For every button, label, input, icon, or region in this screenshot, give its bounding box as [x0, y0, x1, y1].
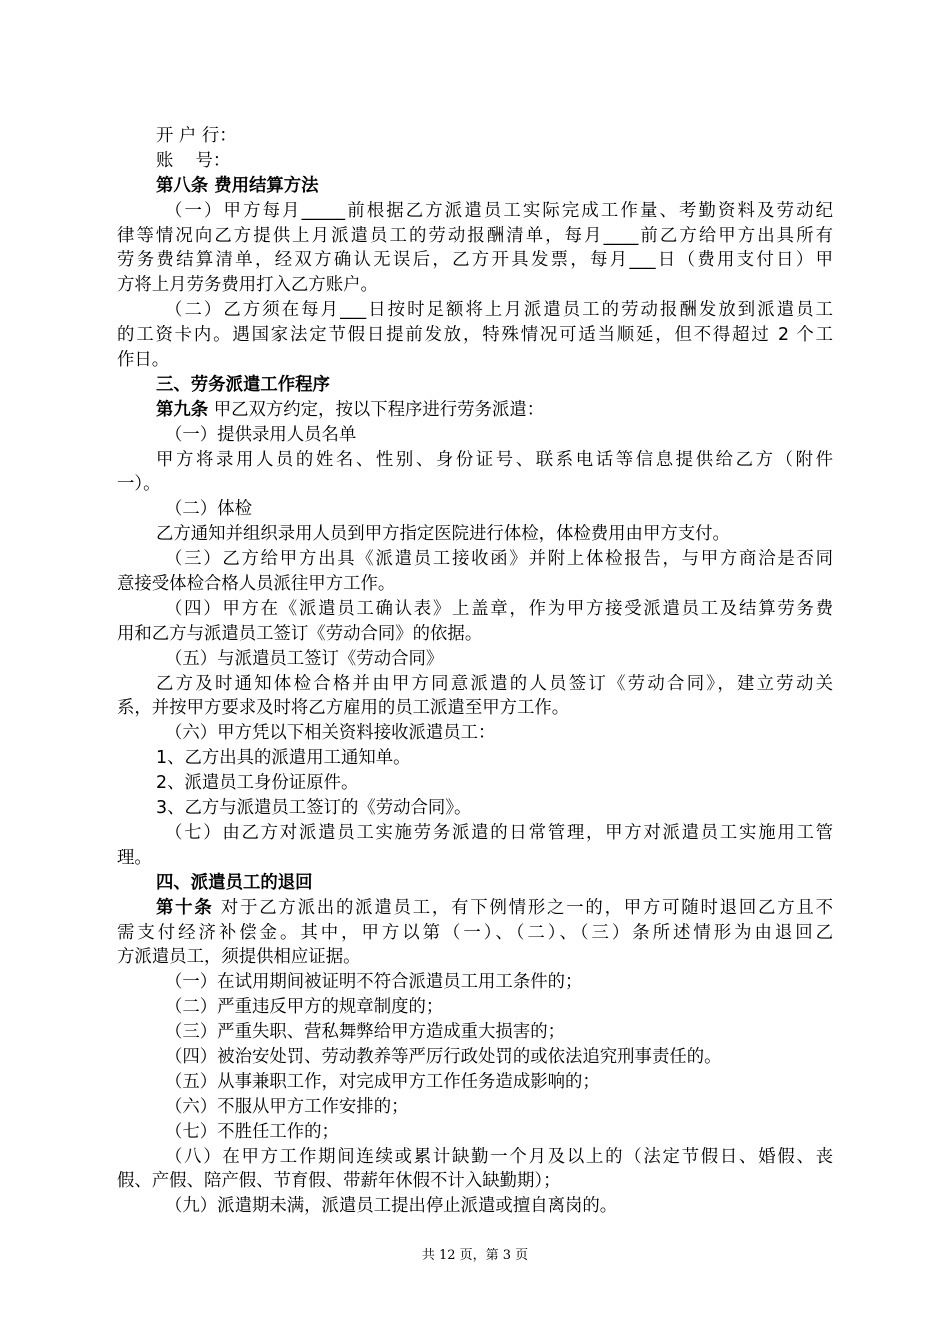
list-item: （二）严重违反甲方的规章制度的； — [165, 997, 444, 1018]
paragraph-line: 劳务费结算清单，经双方确认无误后，乙方开具发票，每月___日（费用支付日）甲 — [117, 250, 833, 271]
article-9-line — [117, 398, 833, 423]
section-4-title-text: 四、派遣员工的退回 — [156, 872, 313, 893]
paragraph-line: （二）乙方须在每月___日按时足额将上月派遣员工的劳动报酬发放到派遣员工 — [165, 300, 833, 321]
section-3-title-text: 三、劳务派遣工作程序 — [156, 374, 330, 395]
paragraph-line: （一）甲方每月_____前根据乙方派遣员工实际完成工作量、考勤资料及劳动纪 — [165, 200, 833, 221]
article-8-title-text: 第八条 费用结算方法 — [156, 175, 319, 196]
article-10-label: 第十条 — [156, 897, 214, 918]
account-label: 账 号： — [156, 150, 231, 171]
paragraph-line: 甲方将录用人员的姓名、性别、身份证号、联系电话等信息提供给乙方（附件 — [156, 449, 833, 470]
list-item: （八）在甲方工作期间连续或累计缺勤一个月及以上的（法定节假日、婚假、丧 — [165, 1146, 833, 1167]
paragraph-line: 一）。 — [117, 474, 161, 495]
subsection-title: （六）甲方凭以下相关资料接收派遣员工： — [165, 723, 496, 744]
list-item: 3、乙方与派遣员工签订的《劳动合同》。 — [156, 798, 472, 819]
subsection-title: （二）体检 — [165, 499, 252, 520]
list-item: （七）不胜任工作的； — [165, 1121, 339, 1142]
paragraph-line: 需支付经济补偿金。其中，甲方以第（一）、（二）、（三）条所述情形为由退回乙 — [117, 922, 833, 943]
section-4-title — [117, 871, 833, 896]
section-3-title — [117, 373, 833, 398]
paragraph-line: 方将上月劳务费用打入乙方账户。 — [117, 275, 378, 296]
paragraph-line: （三）乙方给甲方出具《派遣员工接收函》并附上体检报告，与甲方商洽是否同 — [165, 549, 833, 570]
article-10-line — [117, 896, 833, 921]
list-item-continuation: 假、产假、陪产假、节育假、带薪年休假不计入缺勤期）； — [117, 1171, 561, 1192]
page-footer: 共 12 页，第 3 页 — [421, 1248, 529, 1263]
paragraph-line: 律等情况向乙方提供上月派遣员工的劳动报酬清单，每月____前乙方给甲方出具所有 — [117, 225, 833, 246]
list-item: （一）在试用期间被证明不符合派遣员工用工条件的； — [165, 972, 583, 993]
paragraph-line: （四）甲方在《派遣员工确认表》上盖章，作为甲方接受派遣员工及结算劳务费 — [165, 598, 833, 619]
paragraph-line: 理。 — [117, 847, 152, 868]
list-item: （四）被治安处罚、劳动教养等严厉行政处罚的或依法追究刑事责任的。 — [165, 1046, 722, 1067]
list-item: 1、乙方出具的派遣用工通知单。 — [156, 748, 411, 769]
paragraph-line: 的工资卡内。遇国家法定节假日提前发放，特殊情况可适当顺延，但不得超过 2 个工 — [117, 325, 833, 346]
list-item: （五）从事兼职工作，对完成甲方工作任务造成影响的； — [165, 1071, 600, 1092]
list-item: （九）派遣期未满，派遣员工提出停止派遣或擅自离岗的。 — [165, 1196, 618, 1217]
paragraph-line: 系，并按甲方要求及时将乙方雇用的员工派遣至甲方工作。 — [117, 698, 570, 719]
paragraph-line: 方派遣员工，须提供相应证据。 — [117, 947, 361, 968]
list-item: 2、派遣员工身份证原件。 — [156, 773, 359, 794]
subsection-title: （一）提供录用人员名单 — [165, 424, 357, 445]
article-8-title — [117, 174, 833, 199]
list-item: （六）不服从甲方工作安排的； — [165, 1096, 409, 1117]
paragraph-line: 用和乙方与派遣员工签订《劳动合同》的依据。 — [117, 623, 483, 644]
paragraph-line: （七）由乙方对派遣员工实施劳务派遣的日常管理，甲方对派遣员工实施用工管 — [165, 822, 833, 843]
list-item: （三）严重失职、营私舞弊给甲方造成重大损害的； — [165, 1022, 565, 1043]
article-10-text: 对于乙方派出的派遣员工，有下例情形之一的，甲方可随时退回乙方且不 — [213, 897, 833, 918]
paragraph-line: 作日。 — [117, 350, 170, 371]
article-9-label: 第九条 — [156, 399, 209, 420]
paragraph-line: 乙方及时通知体检合格并由甲方同意派遣的人员签订《劳动合同》，建立劳动关 — [156, 673, 833, 694]
article-9-text: 甲乙双方约定，按以下程序进行劳务派遣： — [208, 399, 545, 420]
document-body — [117, 124, 833, 1219]
paragraph-line: 意接受体检合格人员派往甲方工作。 — [117, 574, 396, 595]
bank-label: 开 户 行： — [156, 126, 237, 146]
subsection-title: （五）与派遣员工签订《劳动合同》 — [165, 648, 444, 669]
paragraph-line: 乙方通知并组织录用人员到甲方指定医院进行体检，体检费用由甲方支付。 — [156, 524, 730, 545]
